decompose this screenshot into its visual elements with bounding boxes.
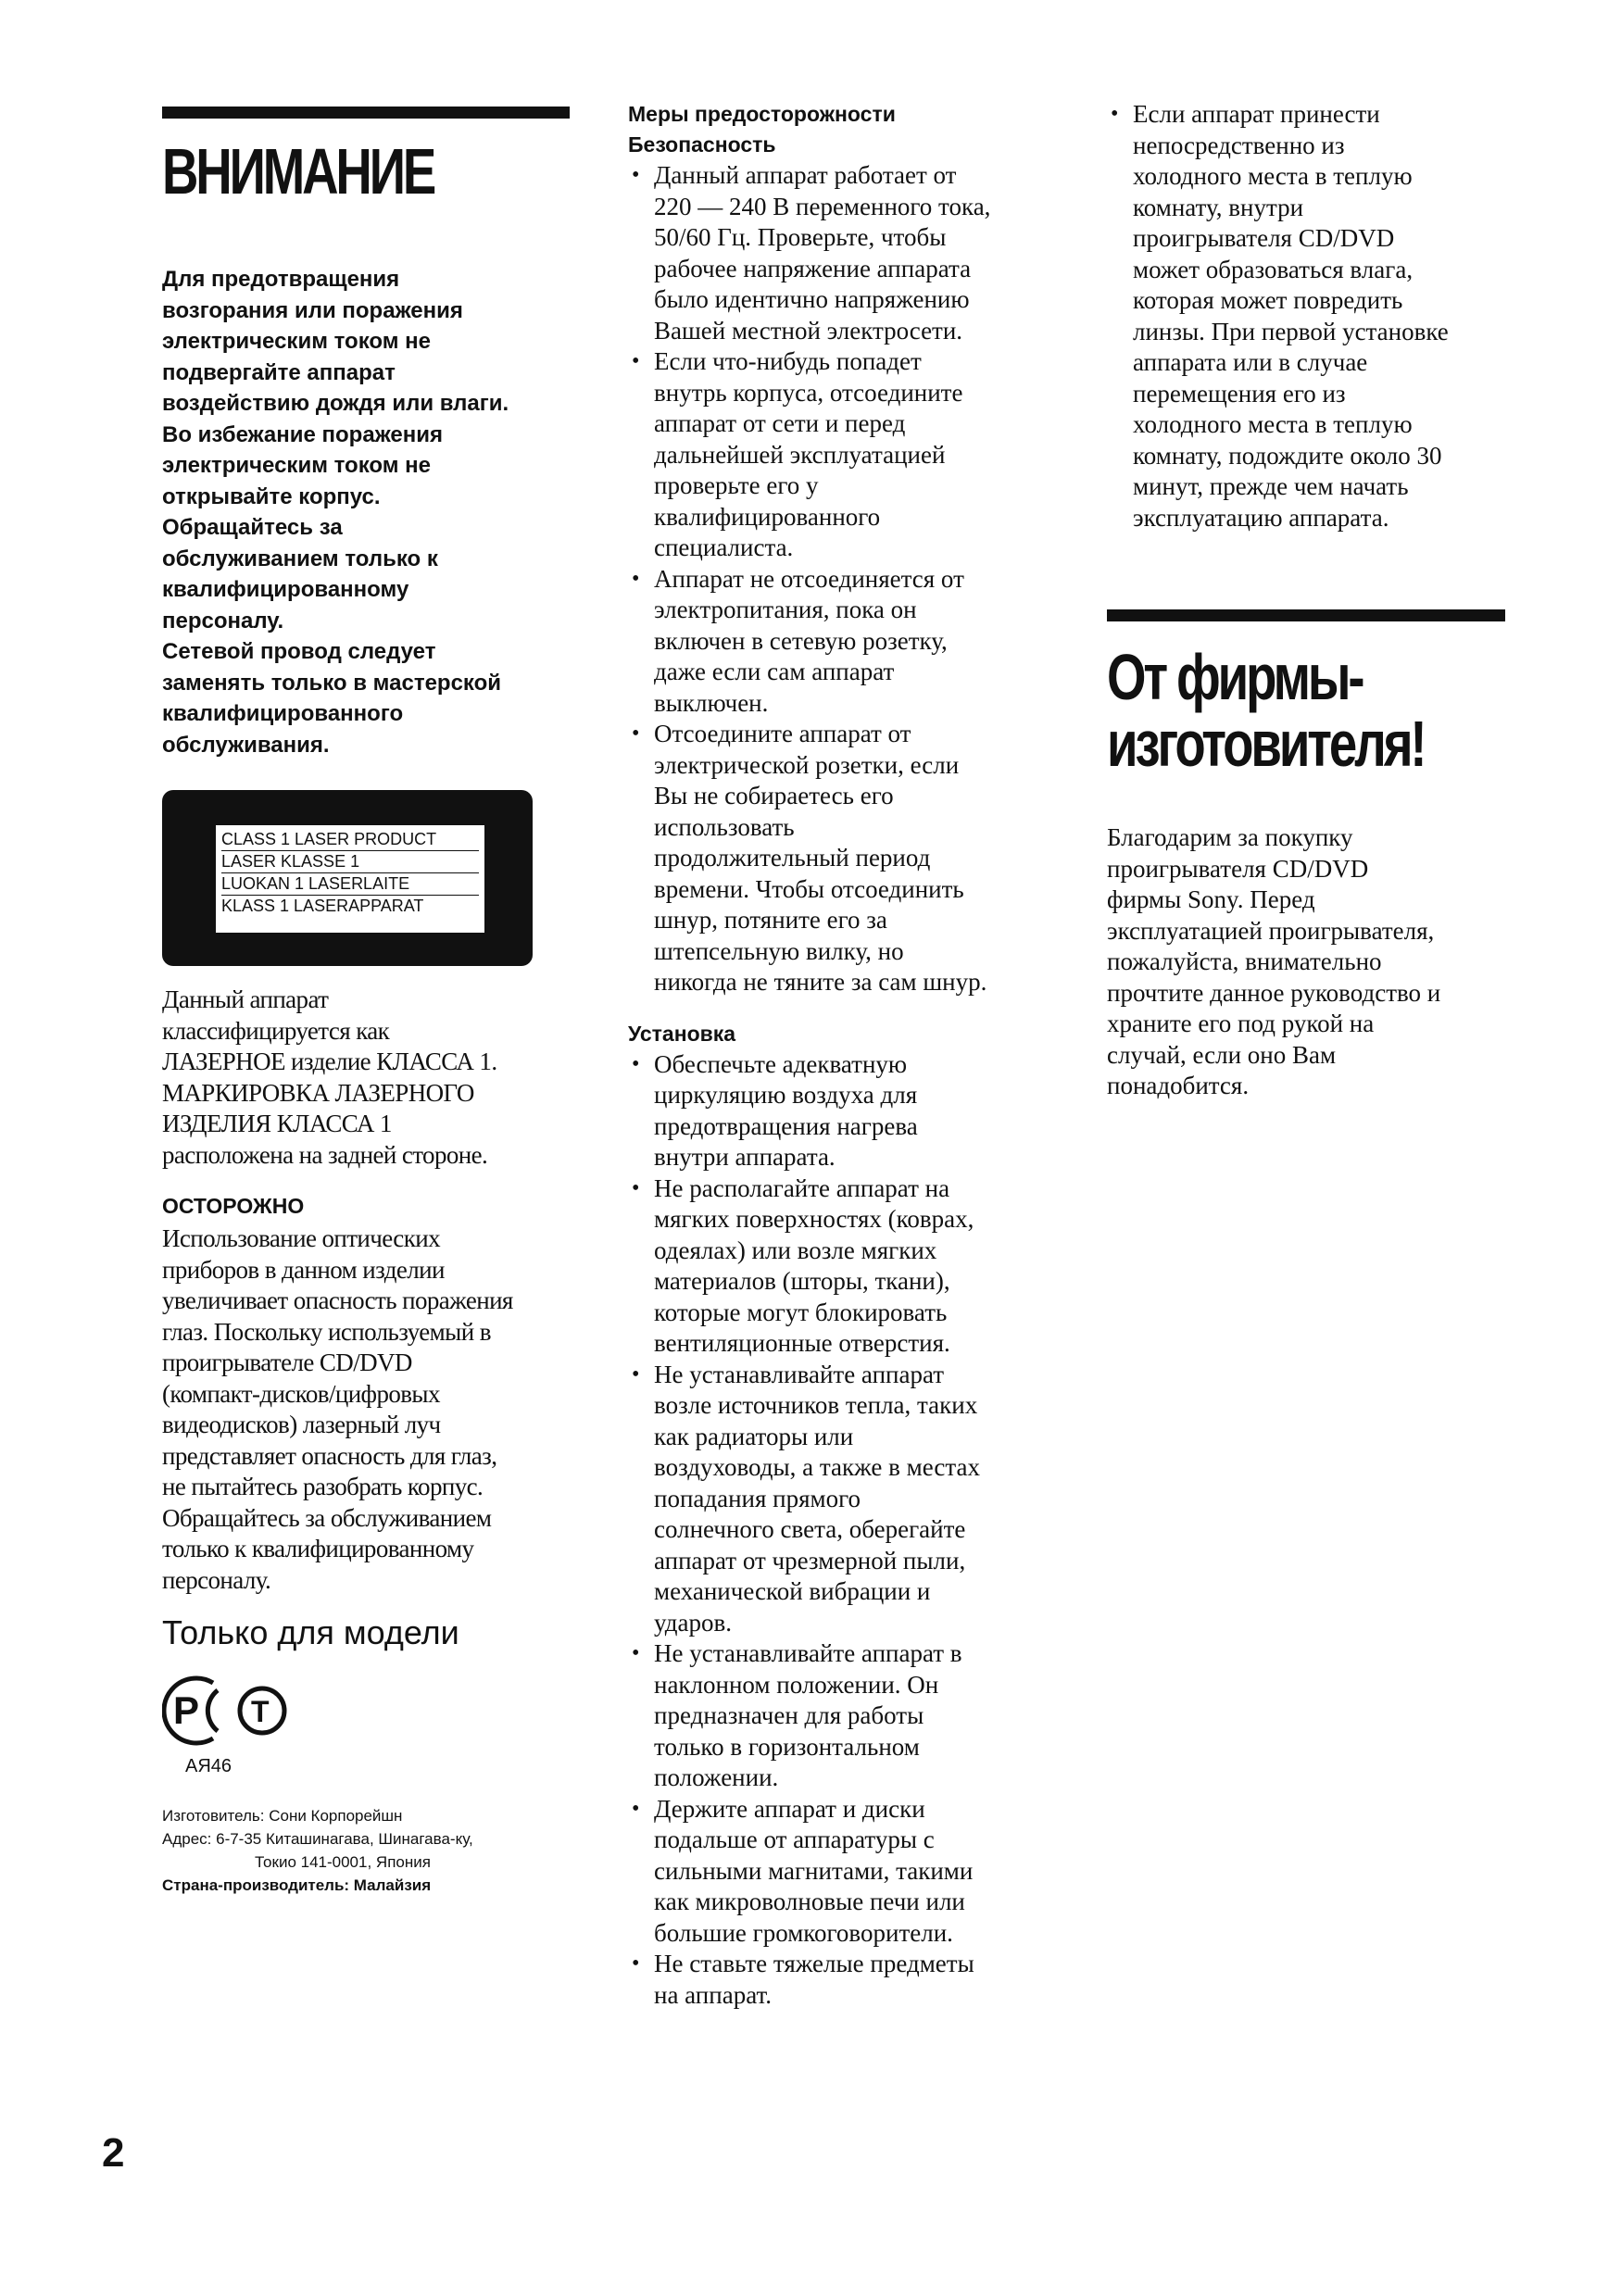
bullet-line: проверьте его у (654, 471, 819, 499)
laser-classification-text (162, 985, 570, 1171)
bullet-line: как радиаторы или (654, 1422, 854, 1450)
bullet-line: внутри аппарата. (654, 1143, 836, 1171)
laser-label-line: LASER KLASSE 1 (221, 851, 479, 873)
address-city-line: Токио 141-0001, Япония (255, 1853, 431, 1871)
bullet-item (628, 1173, 1045, 1360)
laser-label-line: LUOKAN 1 LASERLAITE (221, 873, 479, 896)
text-line: обслуживания. (162, 732, 330, 758)
bullet-line: холодного места в теплую (1133, 410, 1413, 438)
installation-list (628, 1049, 1045, 2012)
bullet-line: • Если аппарат принести (1133, 100, 1380, 128)
manufacturer-title-rule (1107, 609, 1505, 621)
warning-text (162, 264, 570, 760)
bullet-line: • Не ставьте тяжелые предметы (654, 1950, 974, 1977)
manufacturer-info (162, 1804, 570, 1897)
bullet-line: включен в сетевую розетку, (654, 626, 948, 655)
bullet-line: холодного места в теплую (1133, 162, 1413, 190)
safety-heading: Безопасность (628, 132, 776, 157)
text-line: случай, если оно Вам (1107, 1040, 1337, 1069)
safety-list (628, 160, 1045, 998)
bullet-line: дальнейшей эксплуатацией (654, 440, 946, 469)
text-line: МАРКИРОВКА ЛАЗЕРНОГО (162, 1078, 474, 1107)
certification-code: AЯ46 (185, 1756, 232, 1776)
left-column (162, 0, 570, 1897)
text-line: фирмы Sony. Перед (1107, 885, 1315, 913)
bullet-line: никогда не тяните за сам шнур. (654, 968, 987, 996)
bullet-line: комнату, подождите около 30 (1133, 441, 1442, 470)
bullet-line: аппарата или в случае (1133, 348, 1368, 376)
text-line: открывайте корпус. (162, 483, 381, 509)
page-title: ВНИМАНИЕ (162, 135, 434, 207)
manufacturer-line: Изготовитель: Сони Корпорейшн (162, 1807, 403, 1825)
bullet-line: механической вибрации и (654, 1577, 931, 1605)
text-line: приборов в данном изделии (162, 1255, 445, 1284)
bullet-line: на аппарат. (654, 1980, 772, 2009)
text-line: ИЗДЕЛИЯ КЛАССА 1 (162, 1110, 392, 1137)
bullet-line: только в горизонтальном (654, 1732, 920, 1761)
bullet-line: использовать (654, 812, 795, 841)
bullet-line: сильными магнитами, такими (654, 1856, 974, 1885)
bullet-line: которая может повредить (1133, 286, 1403, 314)
bullet-line: • Держите аппарат и диски (654, 1794, 925, 1823)
condensation-list (1107, 99, 1514, 533)
bullet-line: минут, прежде чем начать (1133, 472, 1409, 500)
svg-text:P: P (173, 1688, 200, 1732)
bullet-line: проигрывателя CD/DVD (1133, 224, 1395, 252)
text-line: ЛАЗЕРНОЕ изделие КЛАССА 1. (162, 1048, 497, 1075)
bullet-item (628, 564, 1045, 720)
bullet-line: • Обеспечьте адекватную (654, 1049, 908, 1078)
text-line: расположена на задней стороне. (162, 1140, 488, 1169)
text-line: обслуживанием только к (162, 546, 438, 571)
bullet-line: как микроволновые печи или (654, 1888, 965, 1915)
country-line: Страна-производитель: Малайзия (162, 1876, 432, 1894)
bullet-line: положении. (654, 1763, 779, 1791)
text-line: персоналу. (162, 608, 284, 634)
bullet-item (628, 160, 1045, 346)
bullet-line: • Отсоедините аппарат от (654, 720, 911, 747)
bullet-line: выключен. (654, 688, 769, 717)
bullet-line: мягких поверхностях (коврах, (654, 1205, 974, 1233)
bullet-item (628, 1049, 1045, 1173)
svg-text:T: T (251, 1695, 270, 1728)
bullet-item (628, 1794, 1045, 1950)
text-line: эксплуатацией проигрывателя, (1107, 916, 1435, 945)
pct-certification-icon (162, 1674, 292, 1748)
right-column (1107, 0, 1514, 1102)
text-line: Обращайтесь за обслуживанием (162, 1503, 492, 1532)
bullet-line: может образоваться влага, (1133, 255, 1414, 283)
address-line: Адрес: 6-7-35 Киташинагава, Шинагава-ку, (162, 1830, 473, 1848)
bullet-line: шнур, потяните его за (654, 906, 887, 934)
caution-text (162, 1223, 570, 1596)
bullet-line: было идентично напряжению (654, 285, 970, 313)
bullet-line: подальше от аппаратуры с (654, 1826, 935, 1853)
bullet-line: возле источников тепла, таких (654, 1391, 978, 1419)
text-line: Обращайтесь за (162, 515, 343, 540)
text-line: Использование оптических (162, 1224, 440, 1252)
middle-column (628, 0, 1045, 2011)
text-line: только к квалифицированному (162, 1535, 474, 1562)
text-line: видеодисков) лазерный луч (162, 1411, 441, 1438)
bullet-line: аппарат от чрезмерной пыли, (654, 1546, 966, 1575)
page-number: 2 (102, 2130, 125, 2176)
text-line: увеличивает опасность поражения (162, 1286, 513, 1314)
bullet-line: непосредственно из (1133, 131, 1345, 159)
bullet-line: Вашей местной электросети. (654, 316, 963, 345)
thanks-text (1107, 822, 1514, 1102)
bullet-line: большие громкоговорители. (654, 1918, 953, 1947)
text-line: воздействию дождя или влаги. (162, 391, 509, 416)
text-line: Сетевой провод следует (162, 639, 436, 664)
bullet-item (628, 346, 1045, 564)
text-line: Данный аппарат (162, 985, 329, 1013)
bullet-item (628, 1360, 1045, 1639)
text-line: проигрывателя CD/DVD (1107, 854, 1369, 883)
text-line: Во избежание поражения (162, 421, 443, 447)
text-line: пожалуйста, внимательно (1107, 947, 1382, 975)
bullet-line: даже если сам аппарат (654, 658, 895, 685)
bullet-line: которые могут блокировать (654, 1298, 948, 1326)
manufacturer-title-line: От фирмы- (1107, 641, 1363, 713)
bullet-item (628, 1949, 1045, 2011)
bullet-item (628, 719, 1045, 998)
text-line: Благодарим за покупку (1107, 823, 1353, 851)
precautions-heading: Меры предосторожности (628, 102, 896, 126)
text-line: персоналу. (162, 1565, 271, 1594)
bullet-line: эксплуатацию аппарата. (1133, 503, 1389, 532)
certification-mark (162, 1674, 292, 1748)
text-line: электрическим током не (162, 329, 432, 354)
laser-label-line: KLASS 1 LASERAPPARAT (221, 897, 424, 915)
text-line: квалифицированному (162, 577, 409, 602)
bullet-line: внутрь корпуса, отсоедините (654, 378, 963, 407)
model-heading: Только для модели (162, 1613, 459, 1651)
bullet-line: • Аппарат не отсоединяется от (654, 564, 964, 593)
text-line: понадобится. (1107, 1072, 1250, 1099)
text-line: проигрывателе CD/DVD (162, 1349, 412, 1376)
text-line: электрическим током не (162, 453, 432, 478)
bullet-line: рабочее напряжение аппарата (654, 254, 972, 282)
bullet-line: материалов (шторы, ткани), (654, 1267, 950, 1295)
text-line: возгорания или поражения (162, 297, 463, 323)
laser-label-text (216, 825, 484, 933)
bullet-line: предотвращения нагрева (654, 1111, 918, 1140)
bullet-line: специалиста. (654, 533, 794, 561)
text-line: (компакт-дисков/цифровых (162, 1379, 440, 1408)
bullet-line: попадания прямого (654, 1484, 861, 1512)
text-line: Для предотвращения (162, 267, 400, 292)
laser-product-label (162, 790, 533, 966)
laser-label-line: CLASS 1 LASER PRODUCT (221, 829, 479, 851)
bullet-line: • Не устанавливайте аппарат (654, 1360, 945, 1388)
text-line: глаз. Поскольку используемый в (162, 1317, 491, 1346)
installation-heading: Установка (628, 1021, 736, 1046)
bullet-line: • Не располагайте аппарат на (654, 1173, 950, 1202)
bullet-line: 50/60 Гц. Проверьте, чтобы (654, 223, 947, 251)
bullet-line: циркуляцию воздуха для (654, 1081, 918, 1109)
manufacturer-title (1107, 641, 1514, 780)
bullet-item (1107, 99, 1514, 533)
text-line: прочтите данное руководство и (1107, 978, 1441, 1007)
bullet-line: линзы. При первой установке (1133, 317, 1449, 345)
bullet-line: 220 — 240 В переменного тока, (654, 192, 991, 220)
bullet-line: предназначен для работы (654, 1701, 924, 1729)
manufacturer-title-line: изготовителя! (1107, 708, 1425, 780)
bullet-line: аппарат от сети и перед (654, 409, 906, 437)
bullet-line: времени. Чтобы отсоединить (654, 874, 964, 903)
bullet-line: ударов. (654, 1608, 733, 1637)
bullet-line: • Данный аппарат работает от (654, 161, 957, 189)
bullet-line: наклонном положении. Он (654, 1670, 939, 1699)
text-line: представляет опасность для глаз, (162, 1441, 497, 1470)
bullet-line: воздуховоды, а также в местах (654, 1453, 980, 1481)
bullet-line: вентиляционные отверстия. (654, 1329, 950, 1357)
text-line: квалифицированного (162, 701, 404, 726)
caution-heading: ОСТОРОЖНО (162, 1194, 305, 1218)
bullet-line: Вы не собираетесь его (654, 782, 894, 809)
text-line: подвергайте аппарат (162, 359, 396, 385)
text-line: классифицируется как (162, 1016, 390, 1045)
text-line: не пытайтесь разобрать корпус. (162, 1473, 484, 1500)
bullet-line: штепсельную вилку, но (654, 936, 904, 965)
bullet-item (628, 1638, 1045, 1794)
bullet-line: квалифицированного (654, 502, 881, 531)
bullet-line: солнечного света, оберегайте (654, 1515, 966, 1543)
bullet-line: комнату, внутри (1133, 193, 1304, 221)
title-rule (162, 107, 570, 119)
bullet-line: перемещения его из (1133, 379, 1346, 408)
bullet-line: одеялах) или возле мягких (654, 1236, 937, 1264)
text-line: храните его под рукой на (1107, 1010, 1375, 1037)
bullet-line: электропитания, пока он (654, 596, 917, 623)
bullet-line: • Не устанавливайте аппарат в (654, 1639, 962, 1667)
bullet-line: электрической розетки, если (654, 750, 960, 779)
bullet-line: продолжительный период (654, 844, 931, 872)
bullet-line: • Если что-нибудь попадет (654, 347, 922, 375)
text-line: заменять только в мастерской (162, 670, 502, 696)
